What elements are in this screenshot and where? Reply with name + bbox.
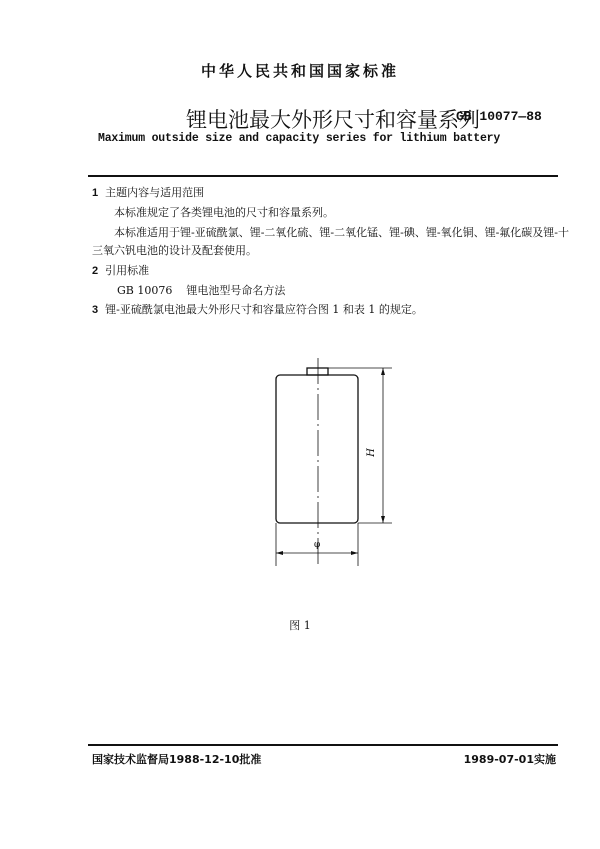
figure-caption: 图 1 (289, 619, 311, 632)
title-chinese: 锂电池最大外形尺寸和容量系列 (186, 108, 480, 132)
effective-date: 1989-07-01实施 (463, 753, 556, 766)
section-1-heading: 1 主题内容与适用范围 (92, 186, 205, 199)
section-3-text: 3 锂-亚硫酰氯电池最大外形尺寸和容量应符合图 1 和表 1 的规定。 (92, 303, 423, 316)
arrow-head (381, 368, 385, 375)
title-english: Maximum outside size and capacity series for lithium battery (98, 132, 501, 145)
standard-code: GB 10077—88 (456, 109, 542, 124)
issuer: 中华人民共和国国家标准 (200, 62, 399, 80)
battery-body (276, 375, 358, 523)
section-1-para-2: 本标准适用于锂-亚硫酰氯、锂-二氧化硫、锂-二氧化锰、锂-碘、锂-氧化铜、锂-氟化碳及锂-十 (114, 226, 570, 239)
footer-rule (88, 744, 558, 746)
arrow-head (276, 551, 283, 555)
arrow-head (381, 516, 385, 523)
height-label: H (365, 448, 377, 457)
section-1-para-1: 本标准规定了各类锂电池的尺寸和容量系列。 (114, 206, 334, 219)
arrow-head (351, 551, 358, 555)
battery-terminal (307, 368, 328, 375)
section-1-para-3: 三氧六钒电池的设计及配套使用。 (92, 244, 257, 257)
section-2-heading: 2 引用标准 (92, 264, 150, 277)
reference-entry: GB 10076 锂电池型号命名方法 (117, 284, 286, 297)
diameter-label: φ (314, 540, 321, 550)
approval-date: 国家技术监督局1988-12-10批准 (92, 753, 262, 766)
